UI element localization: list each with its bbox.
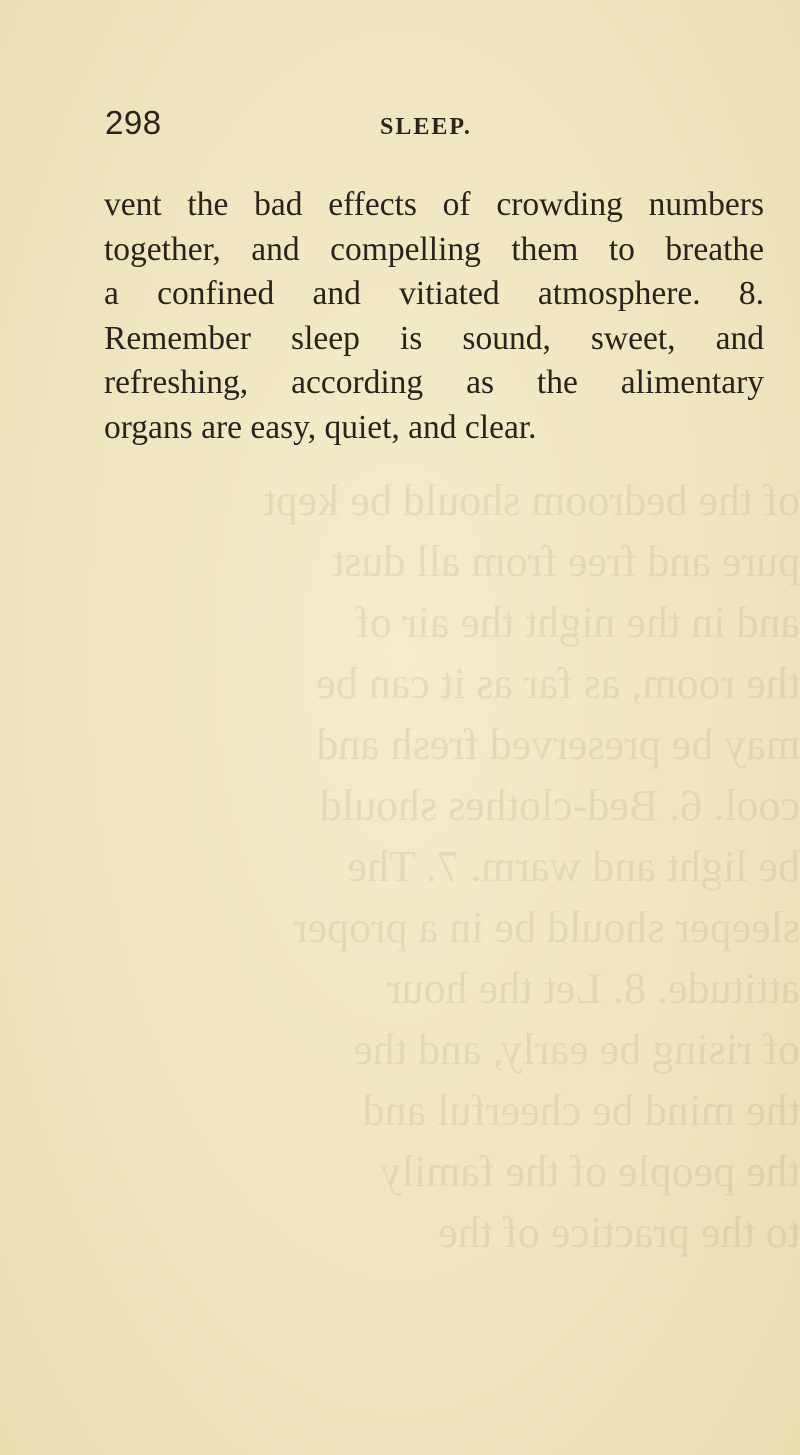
page-header — [105, 104, 705, 144]
text-line: a confined and vitiated atmosphere. 8. — [104, 275, 764, 312]
show-through-texture: of the bedroom should be kept pure and free from all dust and in the night the air of the room, as far as it can be may be preserved fresh and cool. 6. Bed-clothes should be light and warm. 7. The sleeper should be in a proper attitude. 8. Let the hour of rising be early, and the the mind be cheerful and the people of the family to the practice of the — [263, 476, 800, 1257]
page-number: 298 — [105, 104, 162, 141]
text-line: vent the bad effects of crowding numbers — [104, 186, 764, 223]
text-line: together, and compelling them to breathe — [104, 230, 764, 268]
text-line: organs are easy, quiet, and clear. — [104, 408, 537, 446]
text-line: Remember sleep is sound, sweet, and — [104, 319, 764, 357]
text-line: refreshing, according as the alimentary — [104, 364, 764, 401]
body-paragraph — [104, 183, 764, 450]
running-title: SLEEP. — [380, 114, 472, 140]
